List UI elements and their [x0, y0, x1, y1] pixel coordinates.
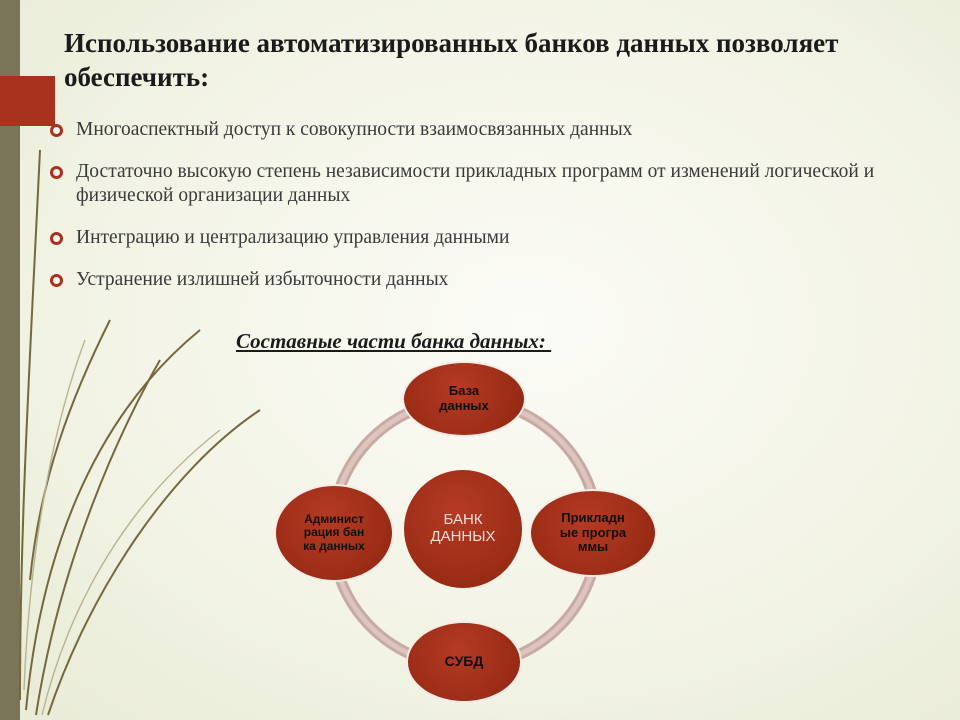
slide-title: Использование автоматизированных банков данных позволяет обеспечить:	[64, 28, 839, 92]
bullet-text: Устранение излишней избыточности данных	[76, 269, 449, 290]
node-administration-label: Администрация банка данных	[303, 511, 365, 553]
section-heading: Составные части банка данных:	[236, 329, 552, 353]
node-bank-data	[404, 470, 522, 588]
node-dbms	[406, 621, 522, 703]
node-database-label: База данных	[439, 383, 489, 413]
node-administration	[274, 484, 394, 582]
node-database	[402, 361, 526, 437]
bullet-text: Многоаспектный доступ к совокупности взаимосвязанных данных	[76, 119, 633, 140]
node-applications-label: Прикладные программы	[559, 510, 627, 555]
node-bank-data-label: БАНК ДАННЫХ	[430, 511, 496, 545]
node-dbms-label: СУБД	[444, 653, 484, 670]
bullet-text: Интеграцию и централизацию управления данными	[76, 227, 510, 248]
node-applications	[529, 489, 657, 577]
bullet-text: Достаточно высокую степень независимости прикладных программ от изменений логической и физической организации данных	[76, 161, 875, 206]
